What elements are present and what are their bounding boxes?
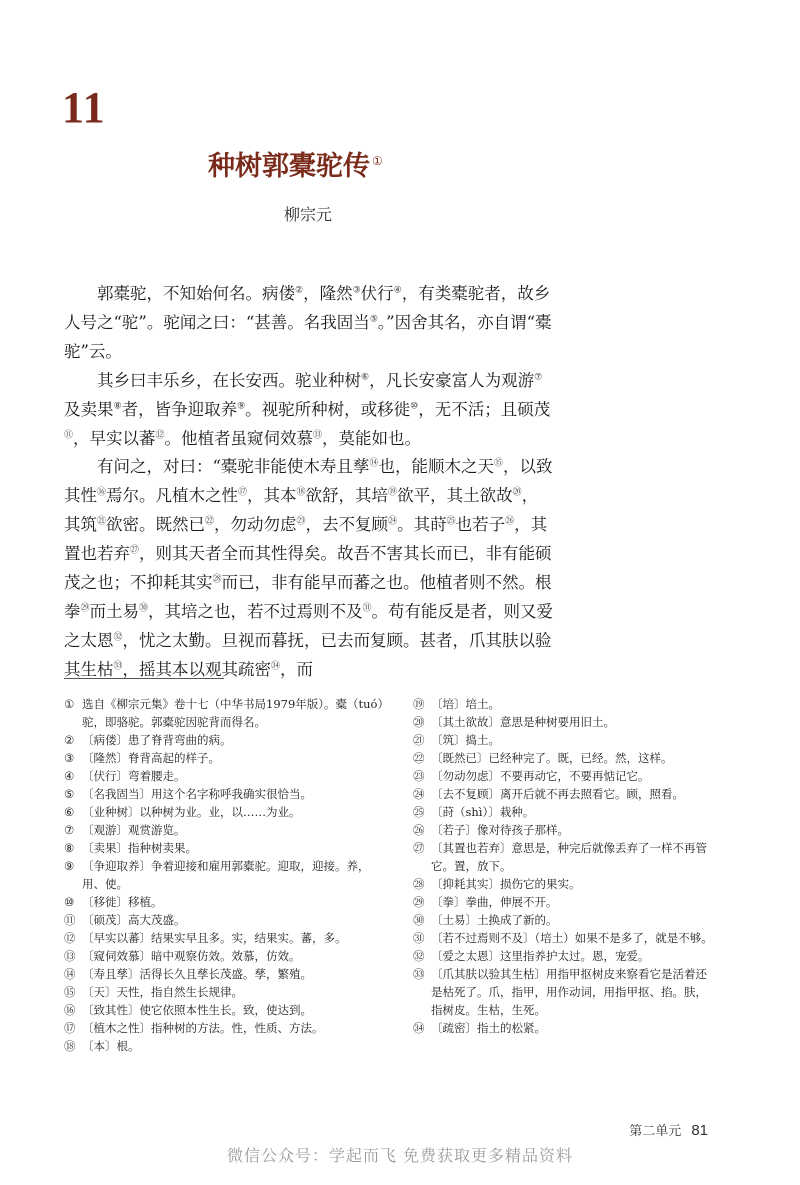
footnote-item [413,803,713,821]
footnote-item [413,1019,713,1037]
footnote-item [64,947,384,965]
title-footnote-marker: ① [372,154,383,168]
text-run: ，忧之太勤。旦视而暮抚，已去而复顾。甚者，爪其肤以验其生枯 [64,630,552,679]
footnote-text: 〔若子〕像对待孩子那样。 [431,823,569,837]
footnote-number: ⑨ [64,859,75,873]
text-run: 也若子 [455,515,506,535]
text-run: 焉尔。凡植木之性 [106,486,239,506]
footnote-marker: ㉝ [113,661,123,672]
footnote-number: ㉖ [413,823,425,837]
footnote-number: ③ [64,751,75,765]
text-run: 。其莳 [397,515,447,535]
footnote-text: 〔其土欲故〕意思是种树要用旧土。 [431,715,615,729]
footnote-marker: ㉜ [113,632,123,643]
footnote-text: 〔隆然〕脊背高起的样子。 [82,751,220,765]
footnote-item [64,893,384,911]
footnote-number: ㉝ [413,967,425,981]
footnote-text: 〔名我固当〕用这个名字称呼我确实很恰当。 [82,787,312,801]
footnote-marker: ⑭ [369,458,379,469]
text-run: ，勿动勿虑 [214,515,297,535]
footnote-number: ⑲ [413,697,425,711]
text-run: 郭橐驼，不知始何名。病偻 [97,284,295,303]
footnote-text: 〔早实以蕃〕结果实早且多。实，结果实。蕃，多。 [82,931,347,945]
footnote-item [64,767,384,785]
footnote-number: ⑰ [64,1021,76,1035]
footnote-item [64,731,384,749]
footnote-number: ⑦ [64,823,75,837]
footnote-item [413,839,713,875]
footnote-text: 〔争迎取养〕争着迎接和雇用郭橐驼。迎取，迎接。养，用、使。 [82,859,370,891]
footnote-text: 〔去不复顾〕离开后就不再去照看它。顾，照看。 [431,787,684,801]
text-run: 其乡曰丰乐乡，在长安西。驼业种树 [97,370,361,390]
footnote-text: 〔硕茂〕高大茂盛。 [82,913,186,927]
footnote-marker: ㉖ [505,516,515,527]
footnote-text: 〔业种树〕以种树为业。业，以……为业。 [82,805,301,819]
footnote-number: ㉒ [413,751,425,765]
footnote-number: ⑧ [64,841,75,855]
article-title [208,144,383,183]
footnote-number: ㉚ [413,913,425,927]
footnote-text: 〔窥伺效慕〕暗中观察仿效。效慕，仿效。 [82,949,301,963]
footnote-text: 〔莳（shì）〕栽种。 [431,805,535,819]
footnote-marker: ⑨ [237,401,246,412]
footnote-number: ⑩ [64,895,75,909]
footnote-text: 〔土易〕土换成了新的。 [431,913,558,927]
footnote-item [413,749,713,767]
footnote-marker: ⑧ [113,401,122,412]
footnote-marker: ㉗ [130,545,140,556]
footnote-number: ㉙ [413,895,425,909]
body-paragraph [64,367,554,454]
footnote-marker: ⑦ [534,372,543,383]
footnote-text: 〔植木之性〕指种树的方法。性，性质、方法。 [82,1021,324,1035]
footnote-marker: ⑰ [238,487,248,498]
footnote-marker: ③ [352,285,361,296]
footnote-text: 〔抑耗其实〕损伤它的果实。 [431,877,581,891]
text-run: 伏行 [360,284,394,303]
footnote-number: ㉘ [413,877,425,891]
footnote-text: 〔伏行〕弯着腰走。 [82,769,186,783]
main-text [64,280,554,685]
footnote-text: 〔既然已〕已经种完了。既，已经。然，这样。 [431,751,673,765]
footnote-marker: ④ [393,285,402,296]
footnote-marker: ⑱ [296,487,306,498]
footnote-number: ⑥ [64,805,75,819]
footnote-item [64,821,384,839]
lesson-number: 11 [62,83,106,132]
footnote-number: ㉓ [413,769,425,783]
footnote-text: 〔卖果〕指种树卖果。 [82,841,197,855]
footnote-number: ④ [64,769,75,783]
footnote-number: ② [64,733,75,747]
footnote-item [64,857,384,893]
body-paragraph [64,453,554,684]
footnote-number: ⑮ [64,985,76,999]
footnote-text: 〔致其性〕使它依照本性生长。致，使达到。 [82,1003,312,1017]
footnotes-left-column [64,695,384,1055]
footnote-number: ⑳ [413,715,425,729]
footnote-marker: ㉚ [139,603,149,614]
footnote-item [64,911,384,929]
text-run: 有问之，对曰：“橐驼非能使木寿且孳 [97,457,370,477]
footnote-marker: ⑥ [361,372,370,383]
text-run: 。”因舍其名，亦自谓“橐驼”云。 [64,312,552,361]
text-run: ，无不活；且硕茂 [418,399,551,419]
unit-label: 第二单元 [629,1123,682,1138]
footnote-number: ㉛ [413,931,425,945]
text-run: ，其培之也，若不过焉则不及 [148,601,363,621]
footnote-number: ⑱ [64,1039,76,1053]
footnote-number: ㉞ [413,1021,425,1035]
footnote-number: ⑤ [64,787,75,801]
footnote-marker: ㉔ [388,516,398,527]
footnote-text: 〔若不过焉则不及〕（培土）如果不是多了，就是不够。 [431,931,713,945]
text-run: 欲密。既然已 [106,515,206,535]
footnotes-right-column [413,695,713,1037]
footnote-item [413,875,713,893]
text-run: ，摇其本以观其疏密 [122,659,272,679]
watermark: 微信公众号：学起而飞 免费获取更多精品资料 [226,1146,574,1165]
footnote-item [413,695,713,713]
text-run: ，则其天者全而其性得矣。故吾不害其长而已，非有能硕茂之也；不抑耗其实 [64,544,552,593]
text-run: ，其筑 [64,486,539,535]
footnote-item [413,929,713,947]
text-run: ，有类橐驼者，故乡人号之“驼”。驼闻之曰：“甚善。名我固当 [64,284,551,332]
footnote-number: ⑪ [64,913,76,927]
footnote-divider [64,678,224,679]
footnote-text: 〔爪其肤以验其生枯〕用指甲抠树皮来察看它是活着还是枯死了。爪，指甲，用作动词，用指甲抠、掐。肤，指树皮。生枯，生死。 [431,967,707,1017]
footnote-text: 〔勿动勿虑〕不要再动它，不要再惦记它。 [431,769,650,783]
text-run: 而土易 [89,601,140,621]
footnote-number: ⑬ [64,949,76,963]
text-run: 。视驼所种树，或移徙 [245,399,411,419]
text-run: ，莫能如也。 [322,428,422,448]
text-run: 。苟有能反是者，则又爱之太恩 [64,601,554,650]
footnote-text: 〔本〕根。 [82,1039,140,1053]
footnote-item [64,929,384,947]
text-run: ，其本 [247,486,297,506]
text-run: 者，皆争迎取养 [121,399,238,419]
footnote-item [64,1037,384,1055]
footnote-marker: ⑤ [369,314,378,325]
page-number: 81 [691,1122,708,1139]
footnote-text: 〔疏密〕指土的松紧。 [431,1021,546,1035]
footnote-item [64,695,384,731]
footnote-text: 〔其置也若弃〕意思是，种完后就像丢弃了一样不再管它。置，放下。 [431,841,707,873]
text-run: 。他植者虽窥伺效慕 [164,428,314,448]
footnote-item [413,731,713,749]
footnote-item [413,767,713,785]
text-run: ，早实以蕃 [73,428,156,448]
footnote-item [64,983,384,1001]
footnote-number: ⑫ [64,931,76,945]
footnote-text: 〔寿且孳〕活得长久且孳长茂盛。孳，繁殖。 [82,967,312,981]
footnote-item [413,911,713,929]
footnote-text: 〔培〕培土。 [431,697,500,711]
text-run: ，隆然 [303,284,353,303]
footnote-item [64,785,384,803]
footnote-number: ㉕ [413,805,425,819]
footnote-marker: ㉒ [205,516,215,527]
footnote-marker: ⑩ [410,401,419,412]
text-run: ，去不复顾 [305,515,389,535]
footnote-item [413,965,713,1019]
footnote-item [64,1001,384,1019]
footnote-number: ⑭ [64,967,76,981]
footnote-item [64,839,384,857]
footnote-marker: ⑫ [155,430,165,441]
text-run: 欲舒，其培 [305,486,389,506]
footnote-marker: ⑯ [97,487,107,498]
footnote-marker: ㉑ [97,516,107,527]
footnote-text: 〔天〕天性，指自然生长规律。 [82,985,243,999]
text-run: 而已，非有能早而蕃之也。他植者则不然。根拳 [64,573,552,621]
footnote-marker: ㉕ [446,516,456,527]
footnote-marker: ⑲ [388,487,398,498]
author: 柳宗元 [284,205,333,224]
text-run: ，其置也若弃 [64,515,548,564]
footnote-text: 〔观游〕观赏游览。 [82,823,186,837]
footnote-marker: ② [295,285,304,296]
footnote-item [413,893,713,911]
footnote-number: ㉔ [413,787,425,801]
footnote-marker: ㉛ [362,603,372,614]
footnote-marker: ⑮ [493,458,503,469]
text-run: ，凡长安豪富人为观游 [369,370,535,390]
footnote-number: ㉑ [413,733,425,747]
text-run: 及卖果 [64,399,114,419]
footnote-text: 选自《柳宗元集》卷十七（中华书局1979年版）。橐（tuó）驼，即骆驼。郭橐驼因驼背而得名。 [82,697,384,729]
footnote-marker: ㉞ [271,661,281,672]
footnote-item [64,965,384,983]
footnote-marker: ⑪ [64,430,74,441]
footnote-text: 〔拳〕拳曲，伸展不开。 [431,895,558,909]
footnote-item [64,749,384,767]
footnote-marker: ⑳ [512,487,522,498]
footnote-text: 〔爱之太恩〕这里指养护太过。恩，宠爱。 [431,949,650,963]
text-run: 欲平，其土欲故 [397,486,513,506]
footnote-text: 〔移徙〕移植。 [82,895,163,909]
text-run: ，而 [280,659,314,679]
footnote-number: ⑯ [64,1003,76,1017]
footnote-item [413,713,713,731]
text-run: 也，能顺木之天 [378,457,494,477]
footnote-number: ㉗ [413,841,425,855]
footnote-item [413,947,713,965]
footnote-marker: ㉘ [212,574,222,585]
footnote-marker: ⑬ [313,430,323,441]
footnote-text: 〔筑〕捣土。 [431,733,500,747]
footnote-marker: ㉓ [296,516,306,527]
footnote-item [413,785,713,803]
footnote-number: ① [64,697,75,711]
footnote-item [64,1019,384,1037]
footnote-number: ㉜ [413,949,425,963]
footnote-item [64,803,384,821]
footnote-text: 〔病偻〕患了脊背弯曲的病。 [82,733,232,747]
footnote-marker: ㉙ [80,603,90,614]
text-run: ，以致其性 [64,457,553,506]
footnote-item [413,821,713,839]
page-footer [629,1120,708,1139]
body-paragraph [64,280,554,367]
article-title-text: 种树郭橐驼传 [208,151,370,182]
